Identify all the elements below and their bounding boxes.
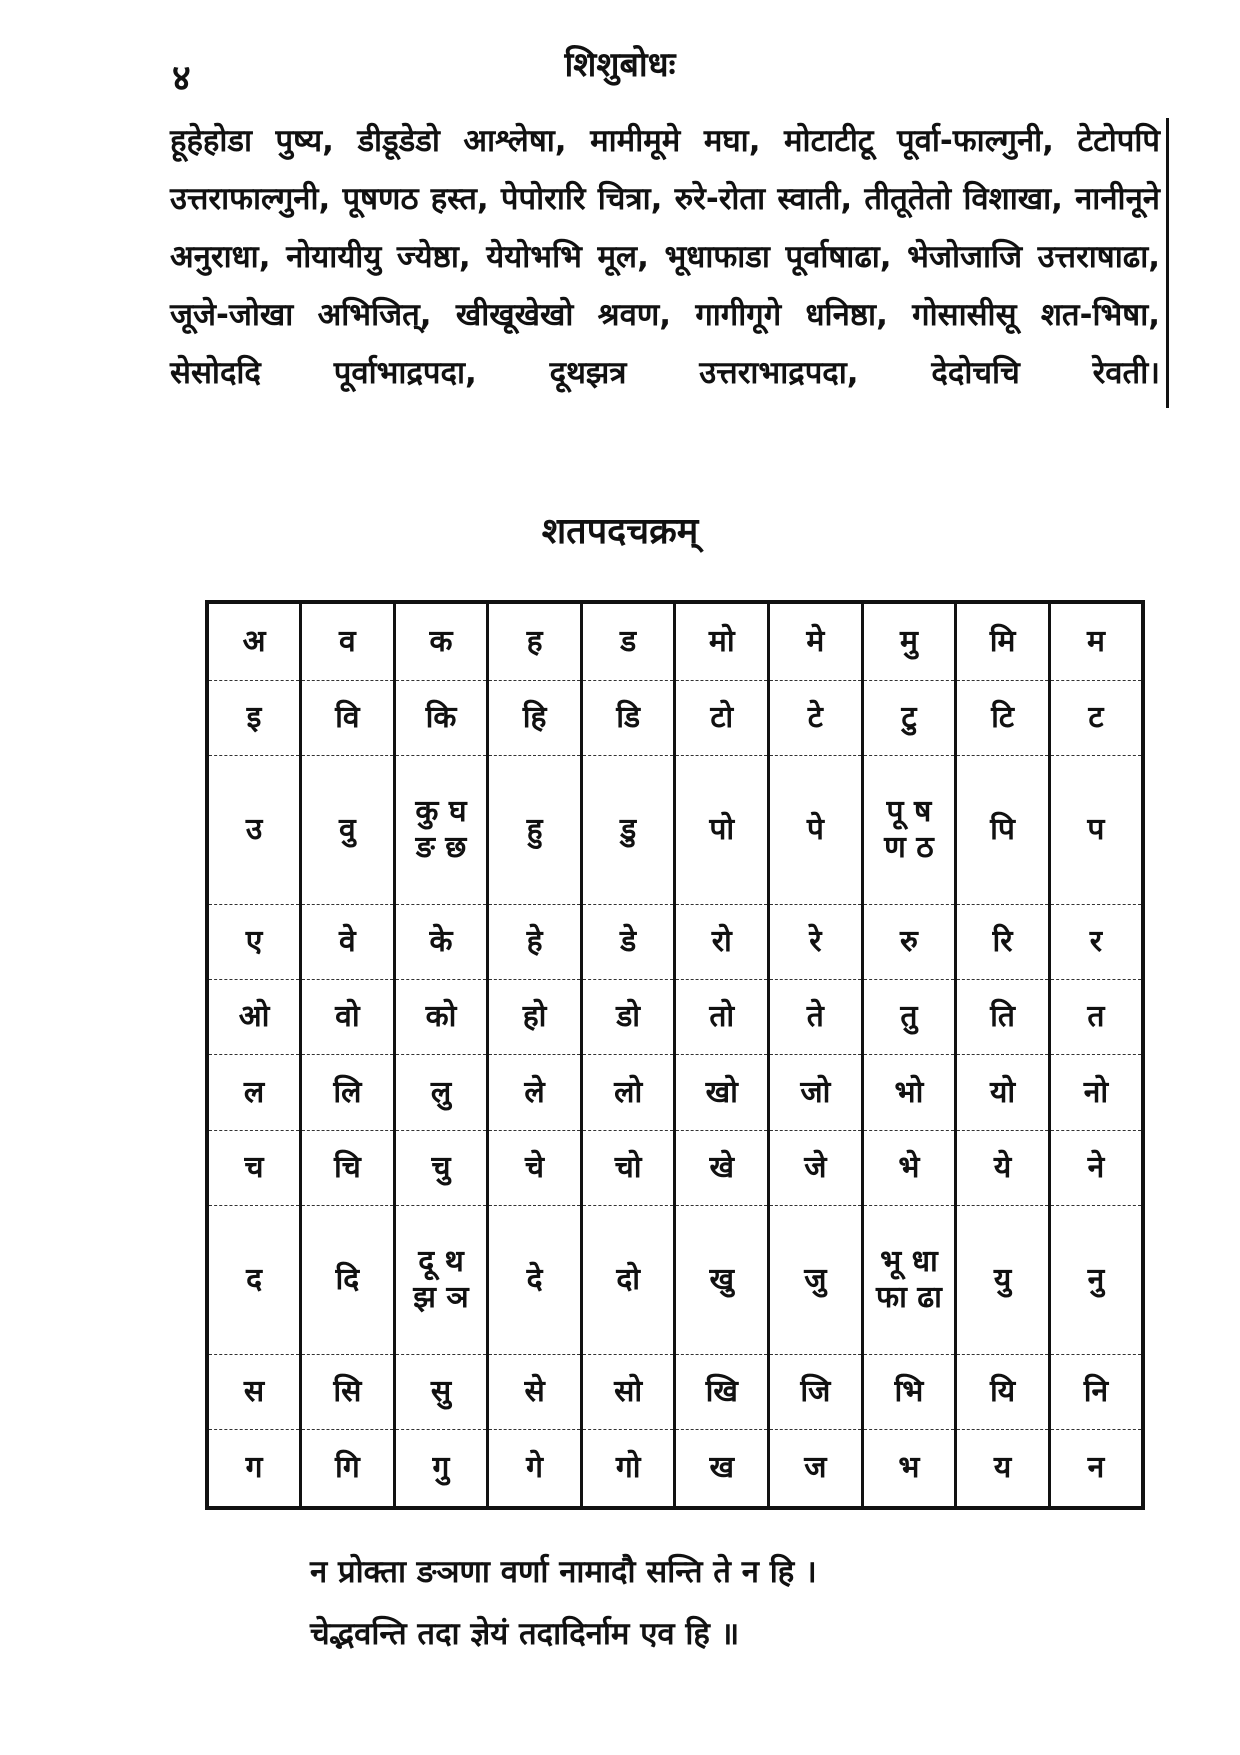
- chakra-cell-text: ह: [526, 623, 543, 659]
- chakra-cell-line: पू ष: [886, 794, 932, 829]
- nakshatra-paragraph: हूहेहोडा पुष्य, डीडूडेडो आश्लेषा, मामीमूमे मघा, मोटाटीटू पूर्वा-फाल्गुनी, टेटोपपि उत्तराफाल्गुनी, पूषणठ हस्त, पेपोरारि चित्रा, रुरे-रोता स्वाती, तीतूतेतो विशाखा, नानीनूने अनुराधा, नोयायीयु ज्येष्ठा, येयोभभि मूल, भूधाफाडा पूर्वाषाढा, भेजोजाजि उत्तराषाढा, जूजे-जोखा अभिजित्, खीखूखेखो श्रवण, गागीगूगे धनिष्ठा, गोसासीसू शत-भिषा, सेसोददि पूर्वाभाद्रपदा, दूथझत्र उत्तराभाद्रपदा, देदोचचि रेवती।: [170, 123, 1160, 391]
- chakra-cell-text: ख: [709, 1450, 735, 1486]
- chakra-cell-text: नु: [1087, 1261, 1105, 1297]
- chakra-cell-text: ओ: [238, 999, 270, 1035]
- chakra-cell-text: ये: [993, 1149, 1012, 1185]
- chakra-cell: [675, 1055, 769, 1130]
- chakra-cell: [769, 904, 863, 979]
- chakra-row: [207, 1055, 1143, 1130]
- chakra-cell-text: भो: [894, 1074, 924, 1110]
- chakra-cell-text: इ: [246, 700, 262, 736]
- chakra-cell-text: हु: [526, 812, 543, 847]
- chakra-cell-text: जि: [800, 1373, 831, 1409]
- chakra-cell: [862, 602, 956, 680]
- chakra-cell-text: वि: [335, 700, 360, 736]
- chakra-cell: [769, 680, 863, 755]
- chakra-cell-text: ले: [524, 1074, 545, 1110]
- chakra-cell-text: ट: [1088, 700, 1104, 736]
- chakra-cell-text: चि: [333, 1149, 361, 1185]
- chakra-cell-text: न: [1087, 1450, 1105, 1486]
- chakra-cell-text: अ: [242, 623, 266, 659]
- chakra-cell: [301, 1354, 395, 1429]
- chakra-cell: [956, 756, 1050, 905]
- chakra-cell-text: व: [339, 623, 356, 659]
- chakra-cell: [1049, 1430, 1143, 1508]
- chakra-cell-text: दो: [616, 1261, 641, 1297]
- chakra-cell-text: नि: [1083, 1373, 1109, 1409]
- chakra-cell: [956, 1130, 1050, 1205]
- chakra-cell: [488, 904, 582, 979]
- chakra-cell: [207, 680, 301, 755]
- chakra-cell-text: मि: [989, 623, 1016, 659]
- chakra-cell: [769, 1354, 863, 1429]
- chakra-cell: [675, 904, 769, 979]
- chakra-cell-text: मो: [708, 623, 735, 659]
- chakra-cell: [301, 1430, 395, 1508]
- chakra-cell: [488, 1354, 582, 1429]
- chakra-cell: [956, 1055, 1050, 1130]
- chakra-cell-text: दि: [335, 1261, 360, 1297]
- chakra-cell: [675, 1206, 769, 1355]
- chakra-cell: [769, 1206, 863, 1355]
- chakra-cell-text: के: [429, 923, 453, 959]
- chakra-cell: [488, 602, 582, 680]
- chakra-cell: [301, 1055, 395, 1130]
- chakra-cell-text: टि: [991, 700, 1014, 736]
- chakra-cell: [956, 980, 1050, 1055]
- chakra-cell-text: वु: [339, 812, 356, 847]
- chakra-cell-text: सि: [333, 1373, 362, 1409]
- chakra-cell-text: मु: [899, 623, 918, 659]
- chakra-cell: [394, 1206, 488, 1355]
- chakra-cell: [769, 756, 863, 905]
- chakra-cell-text: म: [1086, 623, 1105, 659]
- chakra-cell: [581, 1430, 675, 1508]
- chakra-cell: [488, 1206, 582, 1355]
- chakra-cell-text: गे: [526, 1450, 544, 1486]
- verse-line-1: न प्रोक्ता ङञणा वर्णा नामादौ सन्ति ते न हि ।: [310, 1554, 817, 1590]
- chakra-cell: [488, 1055, 582, 1130]
- chakra-cell-text: को: [425, 999, 457, 1035]
- chakra-cell-text: चु: [431, 1149, 451, 1185]
- chakra-cell-text: तु: [900, 999, 918, 1035]
- chakra-row: [207, 1130, 1143, 1205]
- chakra-cell-text: पो: [709, 812, 735, 847]
- chakra-cell: [769, 602, 863, 680]
- chakra-cell-text: प: [1087, 812, 1105, 847]
- chakra-cell-text: गि: [335, 1450, 360, 1486]
- chakra-cell-line: झ ञ: [413, 1279, 469, 1315]
- chakra-cell: [675, 1354, 769, 1429]
- chakra-cell-text: त: [1087, 999, 1105, 1035]
- chakra-cell: [1049, 980, 1143, 1055]
- chakra-cell-line: भू धा: [880, 1243, 938, 1279]
- chakra-cell-text: उ: [245, 812, 263, 847]
- chakra-cell: [581, 1055, 675, 1130]
- chakra-cell: [956, 1430, 1050, 1508]
- chakra-cell: [207, 1206, 301, 1355]
- chakra-cell: [301, 756, 395, 905]
- chakra-cell-text: चो: [614, 1149, 642, 1185]
- chakra-cell-text: रे: [809, 923, 822, 959]
- chakra-cell: [394, 904, 488, 979]
- chakra-cell-text: सु: [430, 1373, 452, 1409]
- chakra-cell-text: हि: [522, 700, 547, 736]
- chakra-cell: [769, 1130, 863, 1205]
- chakra-cell: [862, 756, 956, 905]
- chakra-cell: [207, 980, 301, 1055]
- chakra-cell-text: मे: [806, 623, 825, 659]
- chakra-cell-line: ण ठ: [884, 830, 934, 865]
- chakra-cell: [301, 904, 395, 979]
- chakra-cell: [581, 602, 675, 680]
- chakra-cell-text: रु: [899, 923, 918, 959]
- chakra-cell-text: खि: [705, 1373, 738, 1409]
- chakra-cell-line: कु घ: [415, 794, 467, 829]
- chakra-cell: [301, 980, 395, 1055]
- chakra-cell-line: ङ छ: [415, 830, 467, 865]
- chakra-cell: [1049, 756, 1143, 905]
- chakra-cell: [769, 980, 863, 1055]
- chakra-cell: [675, 602, 769, 680]
- chakra-cell-text: य: [993, 1450, 1012, 1486]
- chakra-cell-text: डे: [620, 923, 637, 959]
- chakra-cell-text: डि: [616, 700, 641, 736]
- chakra-cell: [488, 1430, 582, 1508]
- chakra-cell-text: ए: [245, 923, 263, 959]
- chakra-cell-text: लि: [333, 1074, 362, 1110]
- chakra-cell-line: दू थ: [418, 1243, 464, 1279]
- chakra-cell-text: खु: [709, 1261, 735, 1297]
- running-title: शिशुबोधः: [564, 45, 676, 85]
- chakra-cell: [862, 1055, 956, 1130]
- chakra-cell: [207, 904, 301, 979]
- chakra-cell: [675, 1130, 769, 1205]
- chakra-cell-text: हे: [526, 923, 543, 959]
- chakra-cell: [769, 1055, 863, 1130]
- chakra-cell-text: द: [246, 1261, 263, 1297]
- chakra-cell: [488, 680, 582, 755]
- chakra-cell-text: वो: [335, 999, 360, 1035]
- chakra-cell-text: भि: [894, 1373, 924, 1409]
- chakra-cell: [488, 756, 582, 905]
- chakra-row: [207, 904, 1143, 979]
- chakra-cell: [862, 1130, 956, 1205]
- chakra-cell: [488, 980, 582, 1055]
- chakra-cell: [394, 1430, 488, 1508]
- chakra-cell: [862, 904, 956, 979]
- chakra-cell-line: फा ढा: [875, 1279, 942, 1315]
- chakra-cell: [207, 1055, 301, 1130]
- chakra-title: शतपदचक्रम्: [541, 511, 699, 552]
- chakra-cell-text: लो: [614, 1074, 643, 1110]
- chakra-cell: [862, 980, 956, 1055]
- chakra-cell: [675, 756, 769, 905]
- chakra-cell: [394, 1130, 488, 1205]
- chakra-cell: [301, 1206, 395, 1355]
- chakra-cell: [394, 756, 488, 905]
- chakra-cell: [207, 756, 301, 905]
- chakra-cell: [581, 1206, 675, 1355]
- chakra-cell: [207, 602, 301, 680]
- chakra-cell-text: दे: [526, 1261, 543, 1297]
- chakra-cell-text: ग: [245, 1450, 263, 1486]
- chakra-cell: [862, 680, 956, 755]
- chakra-cell-text: क: [429, 623, 453, 659]
- chakra-cell: [581, 756, 675, 905]
- chakra-cell-text: यु: [993, 1261, 1012, 1297]
- chakra-cell: [301, 602, 395, 680]
- chakra-cell-text: गु: [432, 1450, 450, 1486]
- chakra-cell-text: र: [1089, 923, 1103, 959]
- chakra-cell-text: जु: [804, 1261, 827, 1297]
- chakra-cell: [207, 1430, 301, 1508]
- chakra-cell: [207, 1130, 301, 1205]
- chakra-cell: [581, 1354, 675, 1429]
- chakra-cell: [394, 680, 488, 755]
- chakra-cell: [956, 1206, 1050, 1355]
- chakra-cell-text: लु: [430, 1074, 452, 1110]
- chakra-cell: [394, 1354, 488, 1429]
- chakra-cell: [675, 680, 769, 755]
- chakra-cell-text: भ: [898, 1450, 920, 1486]
- chakra-cell: [1049, 904, 1143, 979]
- chakra-cell-text: यि: [989, 1373, 1016, 1409]
- chakra-cell: [862, 1430, 956, 1508]
- chakra-cell-text: जो: [800, 1074, 831, 1110]
- chakra-cell: [1049, 602, 1143, 680]
- chakra-cell: [956, 602, 1050, 680]
- chakra-cell: [394, 1055, 488, 1130]
- chakra-cell: [394, 980, 488, 1055]
- chakra-cell: [956, 680, 1050, 755]
- chakra-cell-text: रो: [711, 923, 732, 959]
- chakra-cell-text: ल: [243, 1074, 265, 1110]
- chakra-cell-text: वे: [339, 923, 356, 959]
- chakra-cell-text: स: [243, 1373, 265, 1409]
- chakra-cell: [956, 904, 1050, 979]
- chakra-row: [207, 1206, 1143, 1355]
- chakra-cell-text: डु: [620, 812, 637, 847]
- chakra-cell: [1049, 680, 1143, 755]
- chakra-cell-text: चे: [525, 1149, 545, 1185]
- chakra-cell-text: गो: [615, 1450, 641, 1486]
- chakra-cell-text: हो: [522, 999, 547, 1035]
- chakra-cell-text: ति: [990, 999, 1015, 1035]
- chakra-cell-text: यो: [989, 1074, 1016, 1110]
- chakra-row: [207, 1430, 1143, 1508]
- page-number: ४: [172, 58, 191, 99]
- chakra-cell-text: खो: [705, 1074, 738, 1110]
- chakra-cell: [1049, 1130, 1143, 1205]
- chakra-row: [207, 1354, 1143, 1429]
- chakra-cell: [581, 680, 675, 755]
- chakra-row: [207, 680, 1143, 755]
- chakra-cell: [862, 1354, 956, 1429]
- chakra-cell: [956, 1354, 1050, 1429]
- chakra-row: [207, 756, 1143, 905]
- chakra-cell: [301, 1130, 395, 1205]
- chakra-cell-text: टु: [901, 700, 917, 736]
- chakra-cell-text: ज: [804, 1450, 827, 1486]
- chakra-cell: [675, 1430, 769, 1508]
- chakra-cell: [769, 1430, 863, 1508]
- chakra-cell: [488, 1130, 582, 1205]
- chakra-cell-text: पे: [806, 812, 824, 847]
- chakra-cell-text: जे: [804, 1149, 827, 1185]
- chakra-cell-text: ते: [806, 999, 824, 1035]
- chakra-cell-text: ड: [620, 623, 637, 659]
- chakra-cell: [1049, 1206, 1143, 1355]
- chakra-cell-text: भे: [898, 1149, 920, 1185]
- chakra-cell-text: टे: [807, 700, 823, 736]
- chakra-row: [207, 980, 1143, 1055]
- chakra-cell-text: तो: [709, 999, 735, 1035]
- chakra-cell: [394, 602, 488, 680]
- chakra-cell-text: सो: [614, 1373, 643, 1409]
- chakra-cell-text: डो: [616, 999, 641, 1035]
- chakra-cell: [207, 1354, 301, 1429]
- chakra-cell-text: च: [244, 1149, 264, 1185]
- chakra-cell-text: कि: [425, 700, 457, 736]
- chakra-cell-text: रि: [992, 923, 1013, 959]
- chakra-cell-text: ने: [1087, 1149, 1105, 1185]
- chakra-cell-text: टो: [710, 700, 734, 736]
- chakra-row: [207, 602, 1143, 680]
- chakra-cell: [581, 1130, 675, 1205]
- chakra-cell: [862, 1206, 956, 1355]
- chakra-cell-text: पि: [990, 812, 1015, 847]
- chakra-cell: [1049, 1354, 1143, 1429]
- chakra-cell-text: नो: [1083, 1074, 1109, 1110]
- chakra-cell: [581, 980, 675, 1055]
- chakra-cell-text: खे: [709, 1149, 735, 1185]
- chakra-cell: [675, 980, 769, 1055]
- margin-rule: [1166, 118, 1169, 408]
- chakra-cell: [581, 904, 675, 979]
- chakra-cell: [1049, 1055, 1143, 1130]
- shatapada-chakra-table: [205, 600, 1145, 1510]
- verse-line-2: चेद्भवन्ति तदा ज्ञेयं तदादिर्नाम एव हि ॥: [310, 1616, 740, 1652]
- chakra-cell-text: से: [524, 1373, 545, 1409]
- chakra-cell: [301, 680, 395, 755]
